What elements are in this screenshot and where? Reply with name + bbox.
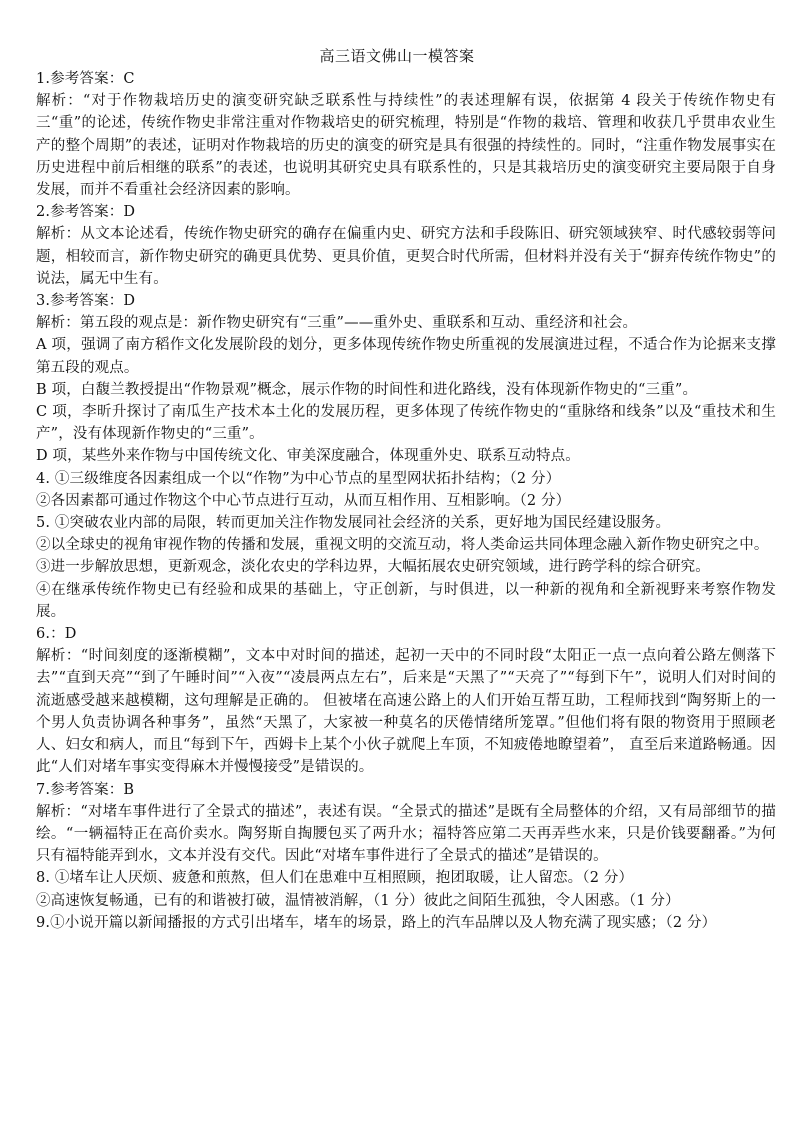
document-body [36, 68, 776, 934]
document-title: 高三语文佛山一模答案 [319, 47, 475, 65]
answer-3-option-d: D 项，某些外来作物与中国传统文化、审美深度融合，体现重外史、联系互动特点。 [36, 448, 580, 465]
answer-6-heading: 6.：D [36, 626, 77, 643]
answer-1-heading: 1.参考答案：C [36, 71, 135, 87]
answer-6-explanation: 解析：“时间刻度的逐渐模糊”，文本中对时间的描述，起初一天中的不同时段“太阳正一点一点向着公路左侧落下去”“直到天亮”“到了午睡时间”“入夜”“凌晨两点左右”，后来是“天黑了”“天亮了”“每到下午”，说明人们对时间的流逝感受越来越模糊，这句理解是正确的。 但被堵在高速公路上的人们开始互帮互助，工程师找到“陶努斯上的一个男人负责协调各种事务”，虽然“天黑了，大家被一种莫名的厌倦情绪所笼罩。”但他们将有限的物资用于照顾老人、妇女和病人，而且“每到下午，西姆卡上某个小伙子就爬上车顶，不知疲倦地瞭望着”， 直至后来道路畅通。因此“人们对堵车事实变得麻木并慢慢接受”是错误的。 [36, 648, 776, 776]
answer-5-point-2: ②以全球史的视角审视作物的传播和发展，重视文明的交流互动，将人类命运共同体理念融入新作物史研究之中。 [36, 537, 769, 554]
answer-8-point-2: ②高速恢复畅通，已有的和谐被打破，温情被消解，（1 分）彼此之间陌生孤独，令人困惑。（1 分） [36, 892, 680, 909]
answer-3-option-a: A 项，强调了南方稻作文化发展阶段的划分，更多体现传统作物史所重视的发展演进过程，不适合作为论据来支撑第五段的观点。 [36, 337, 776, 376]
answer-3-option-b: B 项，白馥兰教授提出“作物景观”概念，展示作物的时间性和进化路线，没有体现新作物史的“三重”。 [36, 381, 698, 398]
answer-2-explanation: 解析：从文本论述看，传统作物史研究的确存在偏重内史、研究方法和手段陈旧、研究领域狭窄、时代感较弱等问题，相较而言，新作物史研究的确更具优势、更具价值，更契合时代所需，但材料并没有关于“摒弃传统作物史”的说法，属无中生有。 [36, 226, 776, 287]
answer-5-point-4: ④在继承传统作物史已有经验和成果的基础上，守正创新，与时俱进，以一种新的视角和全新视野来考察作物发展。 [36, 581, 776, 620]
answer-5-point-3: ③进一步解放思想，更新观念，淡化农史的学科边界，大幅拓展农史研究领域，进行跨学科的综合研究。 [36, 559, 710, 576]
answer-2-heading: 2.参考答案：D [36, 204, 136, 221]
answer-5-point-1: 5. ①突破农业内部的局限，转而更加关注作物发展同社会经济的关系，更好地为国民经建设服务。 [36, 515, 671, 532]
answer-3-option-c: C 项，李昕升探讨了南瓜生产技术本土化的发展历程，更多体现了传统作物史的“重脉络和线条”以及“重技术和生产”，没有体现新作物史的“三重”。 [36, 404, 776, 443]
answer-1-explanation: 解析：“对于作物栽培历史的演变研究缺乏联系性与持续性”的表述理解有误，依据第 4 段关于传统作物史有三“重”的论述，传统作物史非常注重对作物栽培史的研究梳理，特别是“作物的栽培、管理和收获几乎贯串农业生产的整个周期”的表述，证明对作物栽培的历史的演变的研究是具有很强的持续性的。同时，“注重作物发展事实在历史进程中前后相继的联系”的表述，也说明其研究史具有联系性的，只是其栽培历史的演变研究主要局限于自身发展，而并不看重社会经济因素的影响。 [36, 93, 776, 199]
answer-7-explanation: 解析：“对堵车事件进行了全景式的描述”，表述有误。“全景式的描述”是既有全局整体的介绍，又有局部细节的描绘。“一辆福特正在高价卖水。陶努斯自掏腰包买了两升水；福特答应第二天再弄些水来，只是价钱要翻番。”为何只有福特能弄到水，文本并没有交代。因此“对堵车事件进行了全景式的描述”是错误的。 [36, 803, 776, 865]
answer-7-heading: 7.参考答案：B [36, 781, 135, 798]
answer-3-heading: 3.参考答案：D [36, 293, 136, 310]
answer-9-point-1: 9.①小说开篇以新闻播报的方式引出堵车，堵车的场景，路上的汽车品牌以及人物充满了现实感；（2 分） [36, 914, 717, 931]
answer-4-point-1: 4. ①三级维度各因素组成一个以“作物”为中心节点的星型网状拓扑结构；（2 分） [36, 470, 561, 487]
answer-8-point-1: 8. ①堵车让人厌烦、疲惫和煎熬，但人们在患难中互相照顾，抱团取暖，让人留恋。（2 分） [36, 870, 634, 887]
answer-3-explanation: 解析：第五段的观点是：新作物史研究有“三重”——重外史、重联系和互动、重经济和社会。 [36, 315, 638, 332]
answer-4-point-2: ②各因素都可通过作物这个中心节点进行互动，从而互相作用、互相影响。（2 分） [36, 492, 571, 509]
